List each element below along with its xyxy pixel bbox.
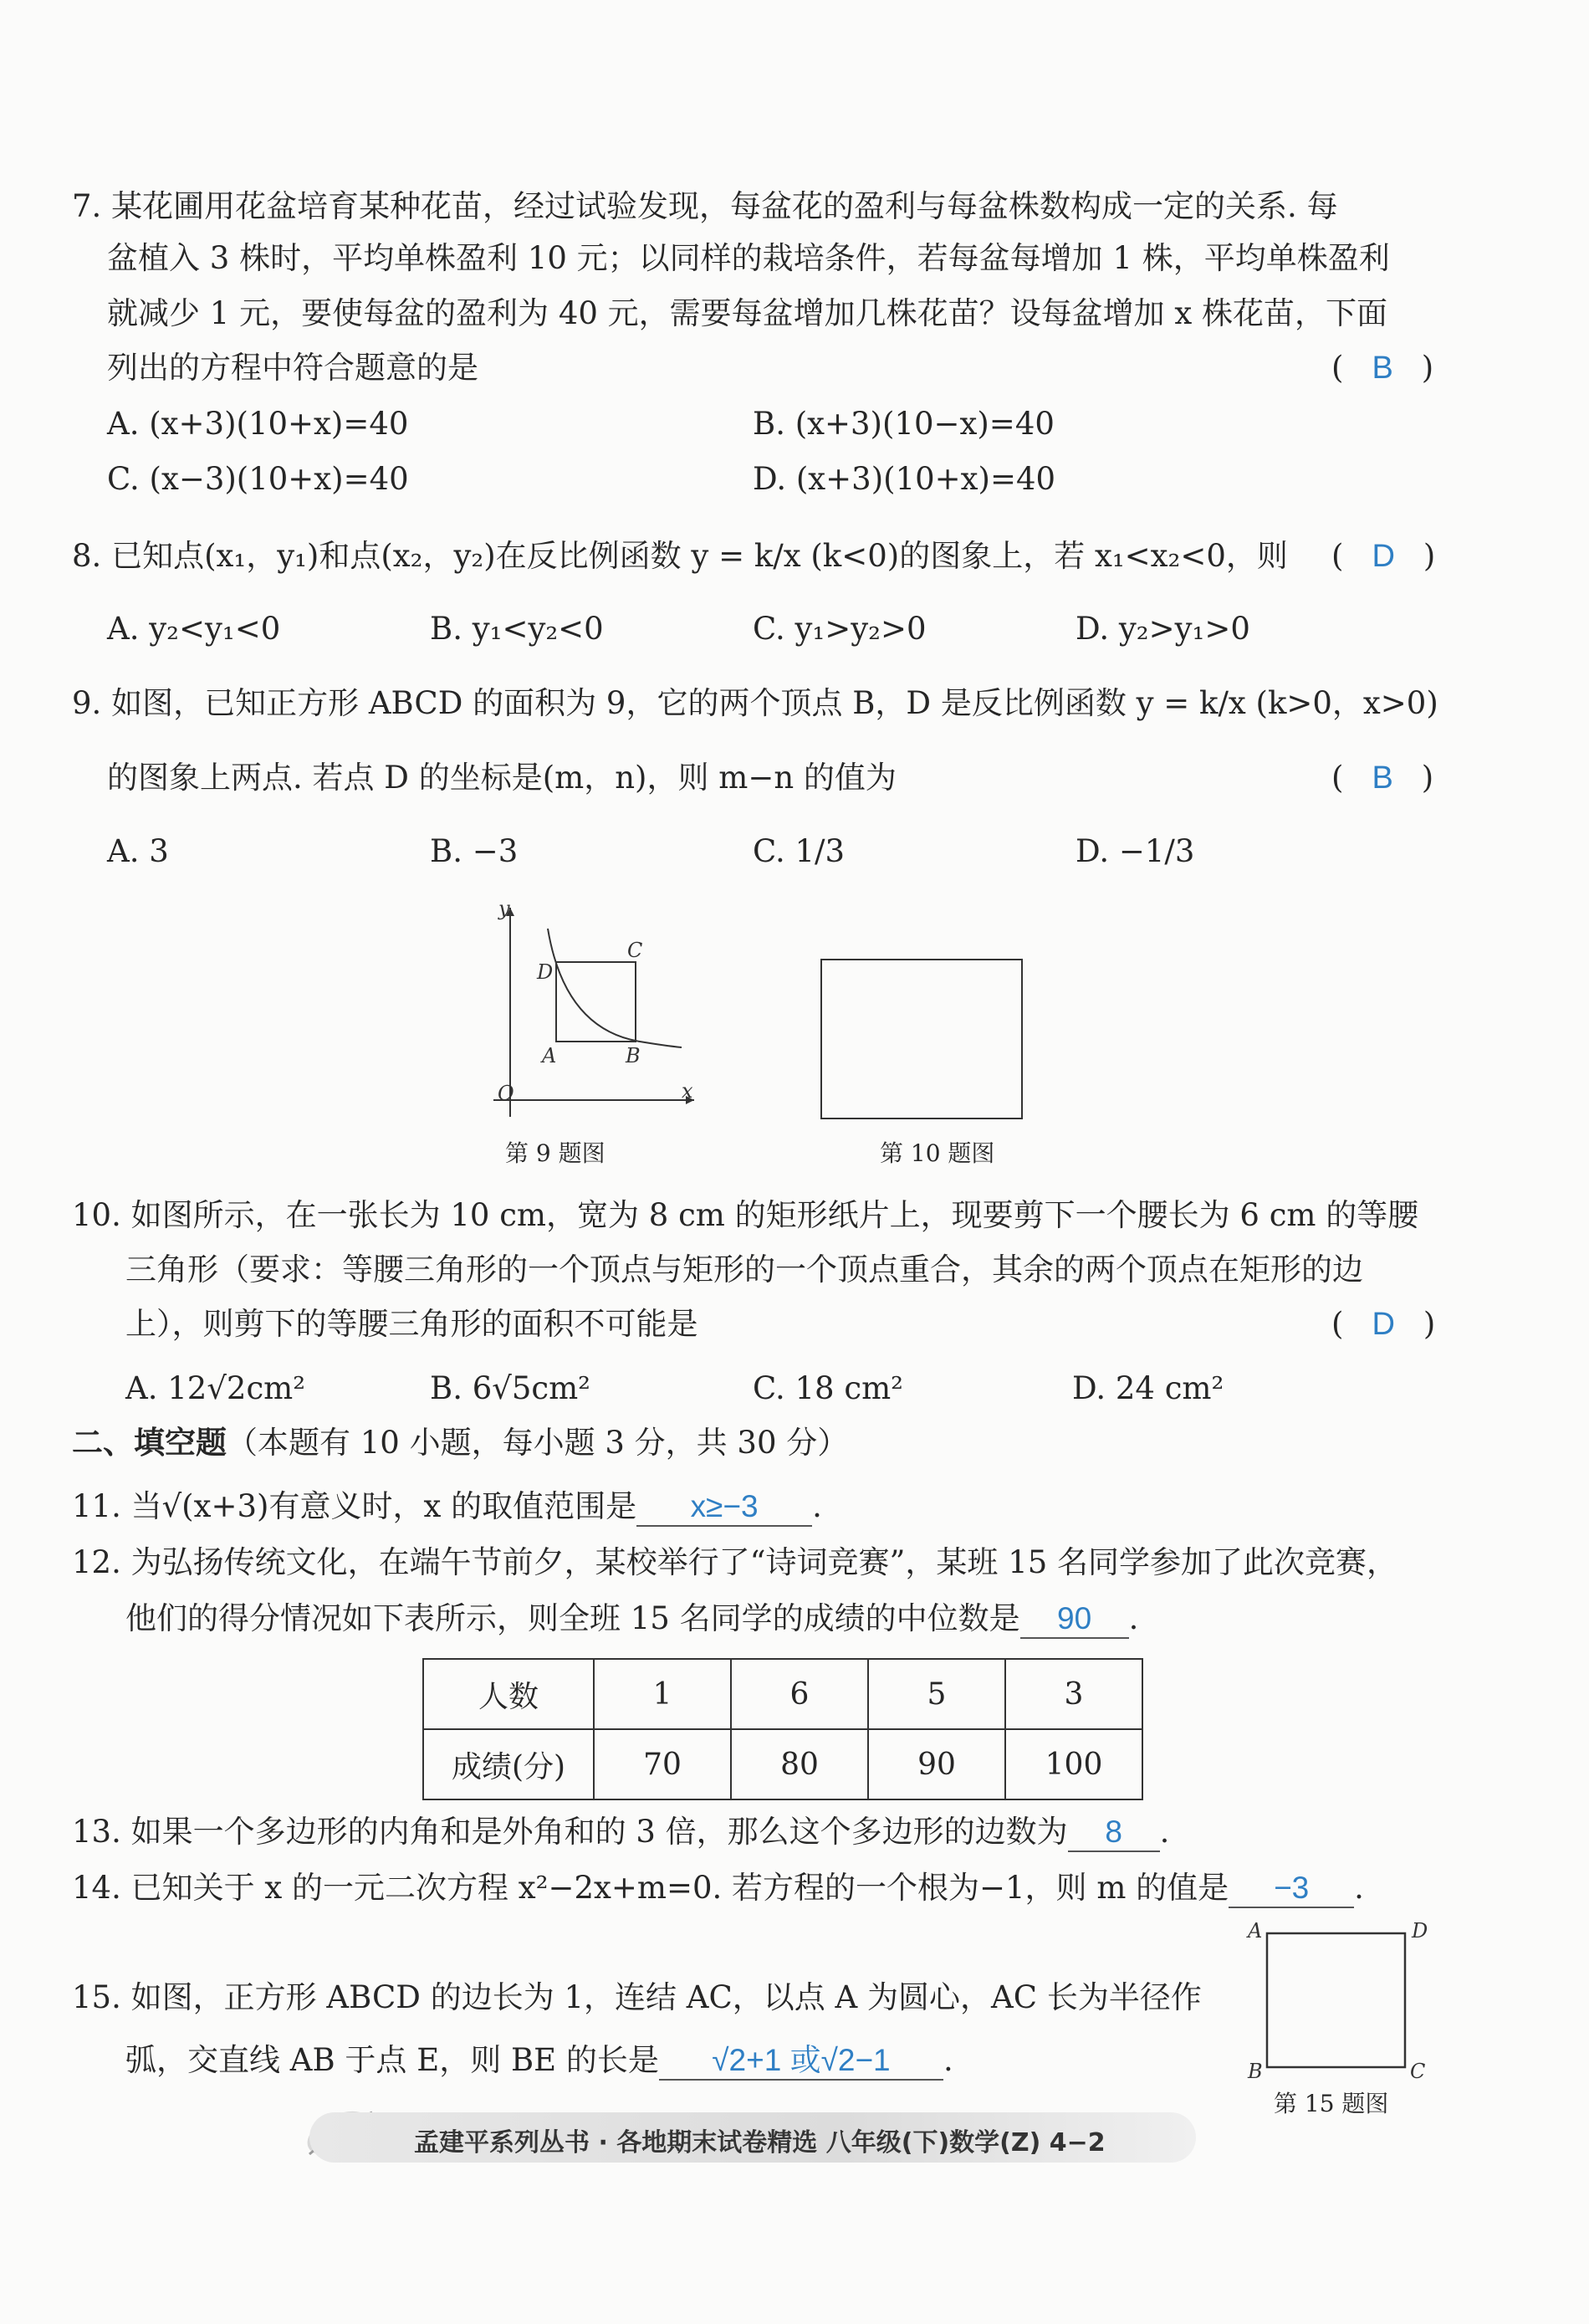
q7-line-4: 列出的方程中符合题意的是 [107, 350, 478, 386]
section-2-title: 二、填空题 [72, 1425, 227, 1461]
q11-suffix: . [812, 1488, 822, 1524]
q9-option-c: C. 1/3 [753, 833, 846, 869]
q10-option-d: D. 24 cm² [1072, 1370, 1224, 1406]
q9-answer: ( B ) [1331, 760, 1434, 796]
table-cell: 5 [868, 1659, 1005, 1729]
fig9-label-c: C [627, 939, 643, 962]
fig9-label-y: y [498, 897, 510, 920]
q12-line-2 [125, 1598, 1138, 1640]
q9-stem-line-2: 的图象上两点. 若点 D 的坐标是(m，n)，则 m−n 的值为 [107, 760, 897, 796]
q10-line-1: 10. 如图所示，在一张长为 10 cm，宽为 8 cm 的矩形纸片上，现要剪下一个腰长为 6 cm 的等腰 [72, 1197, 1419, 1233]
q11-answer-blank: x≥−3 [636, 1488, 812, 1527]
q8-option-b: B. y₁<y₂<0 [430, 611, 604, 647]
q13-stem: 13. 如果一个多边形的内角和是外角和的 3 倍，那么这个多边形的边数为 [72, 1814, 1068, 1850]
q13-answer-blank: 8 [1068, 1814, 1160, 1852]
fig15-caption: 第 15 题图 [1274, 2090, 1389, 2117]
q8-answer: ( D ) [1331, 538, 1436, 574]
q14-suffix: . [1354, 1870, 1364, 1906]
score-table [422, 1658, 1143, 1800]
table-row [423, 1729, 1142, 1799]
q9-option-a: A. 3 [107, 833, 169, 869]
q12-line-1: 12. 为弘扬传统文化，在端午节前夕，某校举行了“诗词竞赛”，某班 15 名同学参加了此次竞赛， [72, 1544, 1398, 1580]
q15-line-2 [125, 2040, 953, 2081]
q15-line-1: 15. 如图，正方形 ABCD 的边长为 1，连结 AC，以点 A 为圆心，AC 长为半径作 [72, 1979, 1202, 2015]
table-cell: 成绩(分) [423, 1729, 594, 1799]
fig9-label-b: B [626, 1044, 641, 1067]
q13-suffix: . [1159, 1814, 1170, 1850]
q10-line-2: 三角形（要求：等腰三角形的一个顶点与矩形的一个顶点重合，其余的两个顶点在矩形的边 [125, 1252, 1363, 1287]
q7-option-d: D. (x+3)(10+x)=40 [753, 461, 1056, 497]
fig15-label-c: C [1410, 2060, 1426, 2083]
q7-line-2: 盆植入 3 株时，平均单株盈利 10 元；以同样的栽培条件，若每盆每增加 1 株，平均单株盈利 [107, 240, 1390, 276]
q7-option-a: A. (x+3)(10+x)=40 [107, 406, 409, 442]
table-cell: 70 [594, 1729, 731, 1799]
fig15-label-d: D [1412, 1919, 1428, 1943]
section-2-heading [72, 1422, 848, 1464]
q7-line-3: 就减少 1 元，要使每盆的盈利为 40 元，需要每盆增加几株花苗？设每盆增加 x 株花苗，下面 [107, 295, 1388, 331]
q7-option-b: B. (x+3)(10−x)=40 [753, 406, 1055, 442]
fig9-label-o: O [498, 1082, 514, 1105]
footer-text: 孟建平系列丛书 · 各地期末试卷精选 八年级(下)数学(Z) 4−2 [414, 2128, 1106, 2158]
q10-option-a: A. 12√2cm² [125, 1370, 306, 1406]
q9-option-b: B. −3 [430, 833, 519, 869]
q8-option-a: A. y₂<y₁<0 [107, 611, 281, 647]
q15-answer-blank: √2+1 或√2−1 [659, 2042, 943, 2081]
fig9-label-a: A [542, 1044, 557, 1067]
q10-option-b: B. 6√5cm² [430, 1370, 591, 1406]
q14-answer-blank: −3 [1229, 1870, 1354, 1908]
table-cell: 90 [868, 1729, 1005, 1799]
q9-option-d: D. −1/3 [1076, 833, 1195, 869]
table-cell: 80 [731, 1729, 868, 1799]
q7-answer: ( B ) [1331, 350, 1434, 386]
table-row [423, 1659, 1142, 1729]
section-2-note: （本题有 10 小题，每小题 3 分，共 30 分） [227, 1425, 849, 1461]
q11-stem: 11. 当√(x+3)有意义时，x 的取值范围是 [72, 1488, 637, 1524]
q15-suffix: . [943, 2042, 953, 2078]
fig15-label-b: B [1248, 2060, 1263, 2083]
q14 [72, 1867, 1364, 1909]
fig9-caption: 第 9 题图 [505, 1139, 605, 1167]
fig15-label-a: A [1248, 1919, 1263, 1943]
q9-stem-line-1: 9. 如图，已知正方形 ABCD 的面积为 9，它的两个顶点 B，D 是反比例函数 y = k/x (k>0，x>0) [72, 685, 1438, 721]
table-cell: 6 [731, 1659, 868, 1729]
figure-10 [820, 958, 1024, 1121]
figure-15 [1238, 1916, 1438, 2083]
q7-line-1: 7. 某花圃用花盆培育某种花苗，经过试验发现，每盆花的盈利与每盆株数构成一定的关系. 每 [72, 188, 1338, 224]
q12-suffix: . [1128, 1600, 1139, 1636]
table-cell: 3 [1005, 1659, 1142, 1729]
q10-option-c: C. 18 cm² [753, 1370, 903, 1406]
table-cell: 1 [594, 1659, 731, 1729]
q10-line-3: 上），则剪下的等腰三角形的面积不可能是 [125, 1306, 698, 1342]
q15-stem: 弧，交直线 AB 于点 E，则 BE 的长是 [125, 2042, 659, 2078]
fig9-label-d: D [537, 960, 554, 984]
q13 [72, 1811, 1169, 1853]
q14-stem: 14. 已知关于 x 的一元二次方程 x²−2x+m=0. 若方程的一个根为−1，则 m 的值是 [72, 1870, 1229, 1906]
q12-stem: 他们的得分情况如下表所示，则全班 15 名同学的成绩的中位数是 [125, 1600, 1020, 1636]
table-cell: 人数 [423, 1659, 594, 1729]
fig9-label-x: x [682, 1079, 693, 1103]
figure-9 [468, 895, 703, 1121]
q8-option-d: D. y₂>y₁>0 [1076, 611, 1250, 647]
table-cell: 100 [1005, 1729, 1142, 1799]
q11 [72, 1486, 822, 1528]
fig10-caption: 第 10 题图 [880, 1139, 995, 1167]
q8-stem: 8. 已知点(x₁，y₁)和点(x₂，y₂)在反比例函数 y = k/x (k<0)的图象上，若 x₁<x₂<0，则 [72, 538, 1288, 574]
q12-answer-blank: 90 [1020, 1600, 1129, 1639]
q8-option-c: C. y₁>y₂>0 [753, 611, 927, 647]
q7-option-c: C. (x−3)(10+x)=40 [107, 461, 409, 497]
q10-answer: ( D ) [1331, 1306, 1436, 1342]
